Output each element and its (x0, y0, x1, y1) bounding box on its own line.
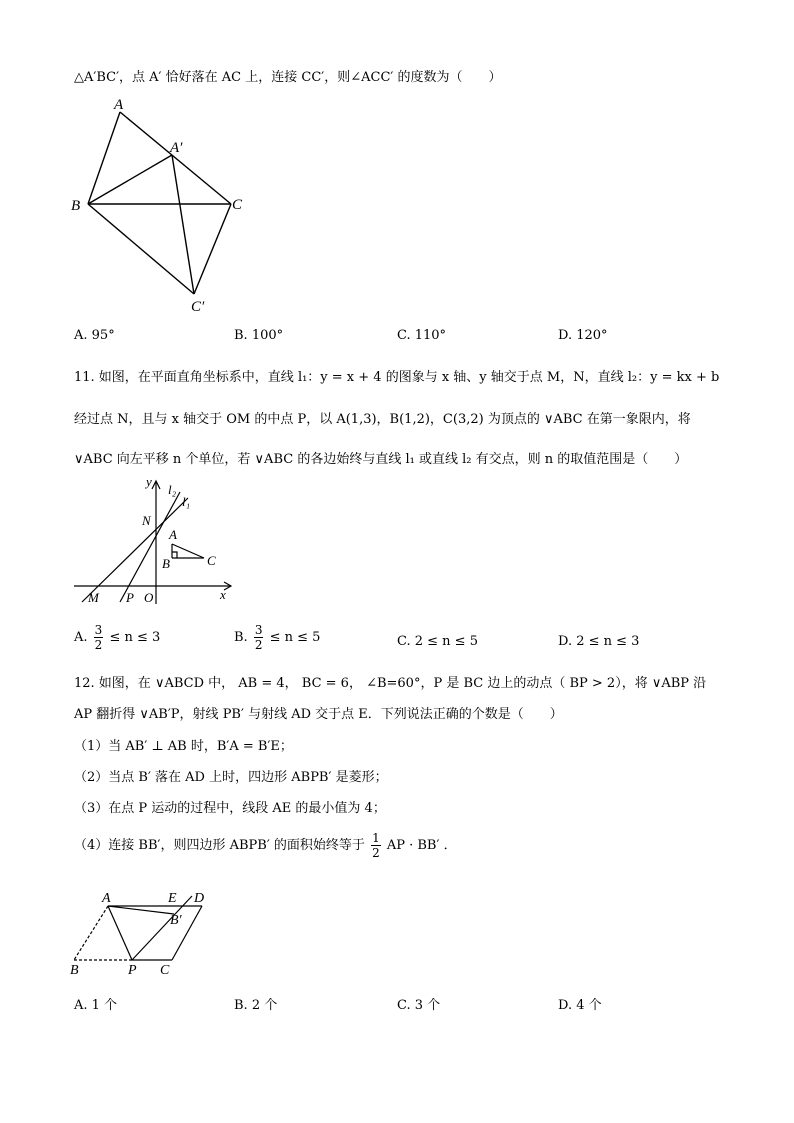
q10-option-d: D. 120° (558, 328, 608, 343)
q12-option-b: B. 2 个 (234, 998, 278, 1013)
q12-statement-4-fraction (371, 832, 381, 859)
q11-label-M: M (88, 590, 99, 605)
q11-label-A: A (169, 527, 177, 542)
q12-statement-1: （1）当 AB′ ⊥ AB 时，B′A = B′E； (74, 739, 293, 754)
q12-statement-4-tail: AP · BB′ ． (386, 838, 457, 853)
q12-option-d: D. 4 个 (558, 998, 602, 1013)
q11-label-x: x (220, 587, 226, 602)
q10-label-A: A (114, 97, 124, 113)
q12-label-C: C (160, 963, 170, 978)
q12-statement-4-numerator: 1 (372, 831, 380, 845)
q11-line-3: ∨ABC 向左平移 n 个单位，若 ∨ABC 的各边始终与直线 l₁ 或直线 l₂ 有交点，则 n 的取值范围是（ ） (74, 452, 688, 467)
q11-option-a (74, 624, 160, 651)
q11-label-B: B (162, 556, 170, 571)
q12-label-E: E (168, 891, 177, 906)
q11-option-a-denominator: 2 (94, 638, 103, 652)
q12-label-D: D (194, 891, 205, 906)
q11-line-1: 11. 如图，在平面直角坐标系中，直线 l₁：y = x + 4 的图象与 x 轴、y 轴交于点 M，N，直线 l₂：y = kx + b (74, 370, 720, 385)
q10-figure (66, 92, 256, 321)
q10-label-C: C (232, 197, 243, 213)
q12-option-c: C. 3 个 (397, 998, 441, 1013)
q11-option-a-prefix: A. (74, 630, 88, 645)
q12-label-B-prime: B′ (170, 913, 182, 928)
q11-option-b (234, 624, 320, 651)
q10-option-c: C. 110° (397, 328, 447, 343)
q12-label-A: A (102, 891, 111, 906)
q12-statement-2: （2）当点 B′ 落在 AD 上时，四边形 ABPB′ 是菱形； (74, 770, 388, 785)
q12-statement-4-denominator: 2 (372, 846, 380, 860)
q11-option-b-prefix: B. (234, 630, 248, 645)
q11-label-O: O (144, 590, 154, 605)
q11-label-l2: l₂ (168, 482, 177, 497)
q12-option-a: A. 1 个 (74, 998, 118, 1013)
q11-label-y: y (146, 474, 152, 489)
q12-statement-3: （3）在点 P 运动的过程中，线段 AE 的最小值为 4； (74, 801, 386, 816)
q11-option-b-tail: ≤ n ≤ 5 (269, 630, 321, 645)
q10-option-a: A. 95° (74, 328, 115, 343)
q10-label-B: B (71, 198, 81, 214)
q10-label-C-prime: C′ (191, 299, 205, 315)
q12-label-P: P (128, 963, 137, 978)
q10-label-A-prime: A′ (170, 140, 183, 156)
q12-figure (66, 884, 216, 983)
q10-stem: △A′BC′，点 A′ 恰好落在 AC 上，连接 CC′，则∠ACC′ 的度数为（ ） (74, 70, 502, 85)
q11-figure (70, 474, 240, 613)
q12-line-2: AP 翻折得 ∨AB′P，射线 PB′ 与射线 AD 交于点 E．下列说法正确的个数是（ ） (74, 707, 563, 722)
q11-label-l1: l₁ (182, 494, 191, 509)
q11-option-d: D. 2 ≤ n ≤ 3 (558, 634, 640, 649)
q10-option-b: B. 100° (234, 328, 284, 343)
q12-label-B: B (70, 963, 79, 978)
q11-label-C: C (207, 553, 216, 568)
q11-label-N: N (142, 513, 151, 528)
q12-statement-4 (74, 832, 457, 859)
q11-option-a-fraction (94, 624, 104, 651)
q11-option-b-denominator: 2 (254, 638, 263, 652)
q11-option-c: C. 2 ≤ n ≤ 5 (397, 634, 478, 649)
q11-option-b-fraction (254, 624, 264, 651)
q11-option-a-tail: ≤ n ≤ 3 (109, 630, 161, 645)
q11-label-P: P (126, 590, 134, 605)
q11-line-2: 经过点 N，且与 x 轴交于 OM 的中点 P，以 A(1,3)，B(1,2)，C(3,2) 为顶点的 ∨ABC 在第一象限内，将 (74, 412, 691, 427)
q12-statement-4-head: （4）连接 BB′，则四边形 ABPB′ 的面积始终等于 (74, 838, 365, 853)
q11-option-b-numerator: 3 (254, 623, 263, 637)
q11-option-a-numerator: 3 (94, 623, 103, 637)
q12-line-1: 12. 如图，在 ∨ABCD 中， AB = 4， BC = 6， ∠B=60°，P 是 BC 边上的动点（ BP > 2），将 ∨ABP 沿 (74, 676, 707, 691)
